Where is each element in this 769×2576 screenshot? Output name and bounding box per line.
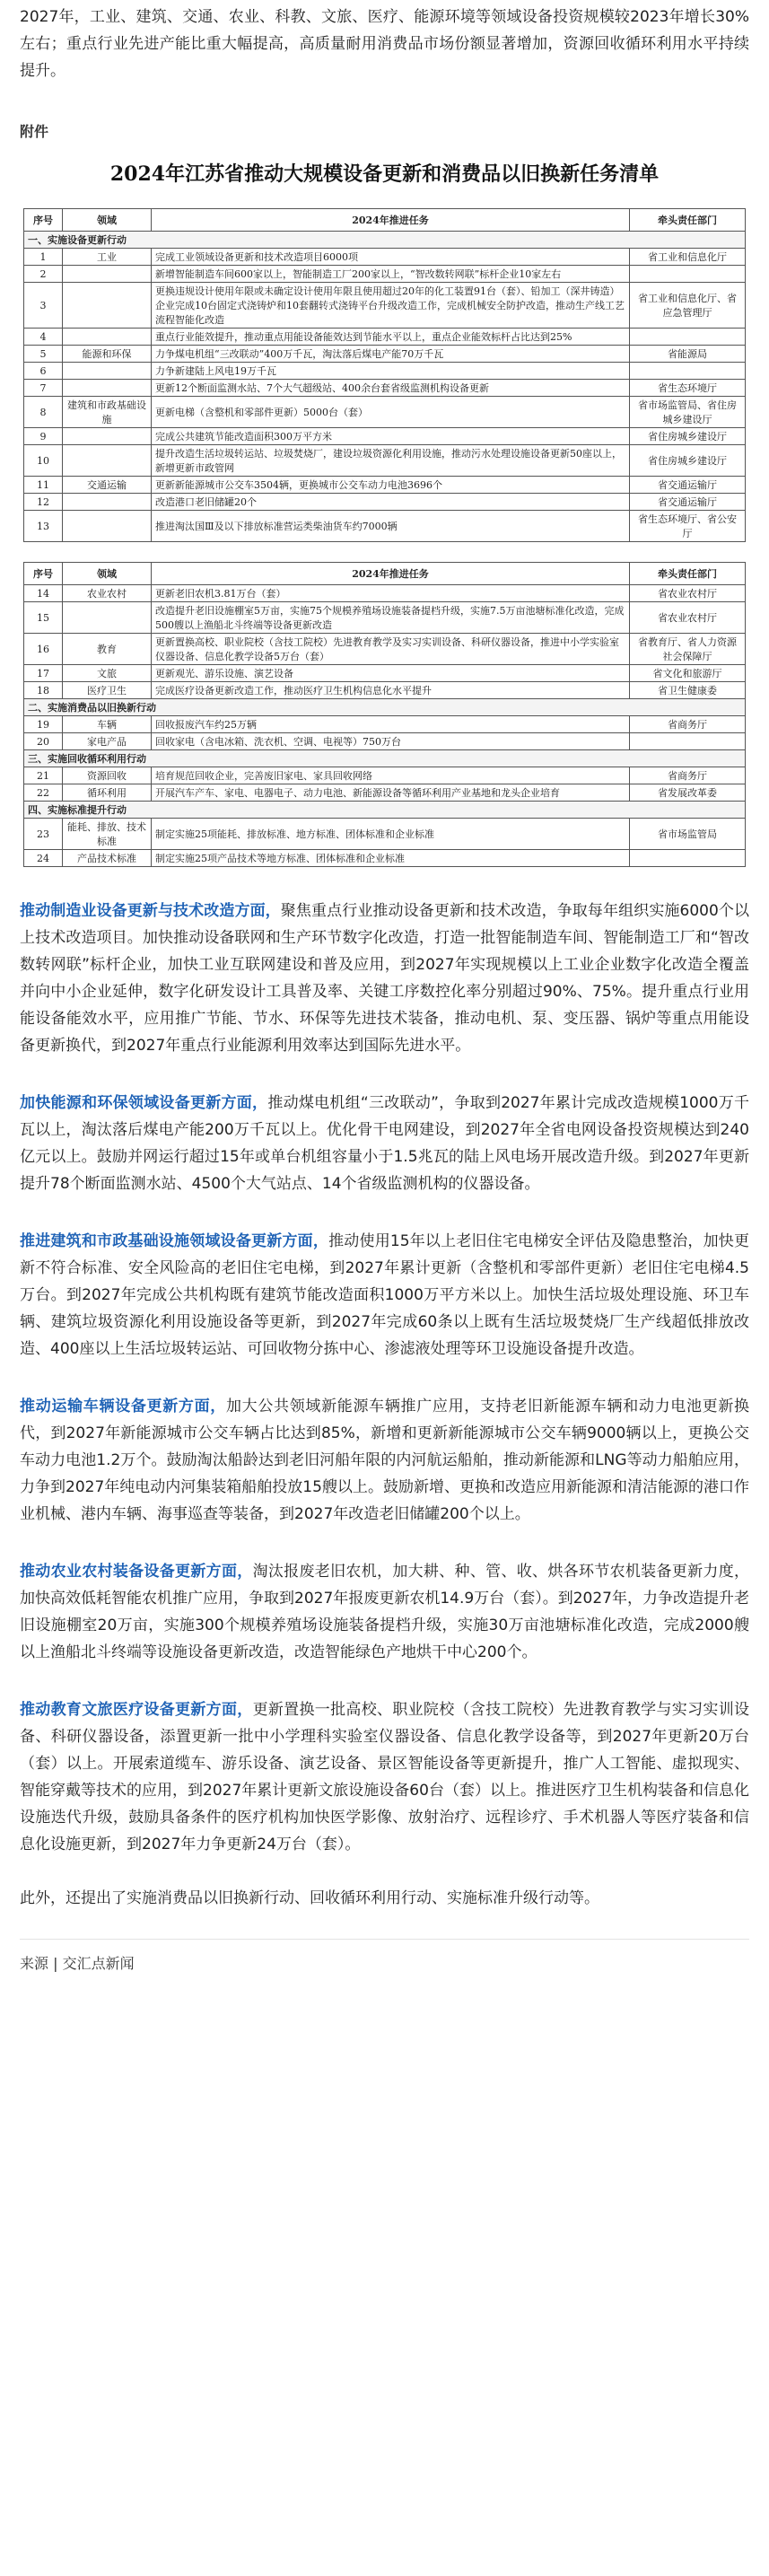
row-field: 教育	[63, 634, 152, 665]
row-task: 更新置换高校、职业院校（含技工院校）先进教育教学及实习实训设备、科研仪器设备，推进中小学实验室仪器设备、信息化教学设备5万台（套）	[152, 634, 630, 665]
row-field	[63, 428, 152, 445]
row-dept	[630, 266, 746, 283]
row-dept: 省生态环境厅	[630, 380, 746, 397]
table-row	[24, 716, 746, 733]
row-number: 4	[24, 329, 63, 346]
table-row	[24, 266, 746, 283]
col-header-field: 领域	[63, 563, 152, 585]
table-header-row	[24, 209, 746, 232]
row-number: 9	[24, 428, 63, 445]
category-row	[24, 750, 746, 767]
row-dept: 省能源局	[630, 346, 746, 363]
row-task: 提升改造生活垃圾转运站、垃圾焚烧厂，建设垃圾资源化利用设施，推动污水处理设施设备更新50座以上，新增更新市政管网	[152, 445, 630, 477]
row-field: 资源回收	[63, 767, 152, 784]
task-table-part-2	[23, 562, 746, 867]
row-field	[63, 380, 152, 397]
row-task: 力争煤电机组“三改联动”400万千瓦，淘汰落后煤电产能70万千瓦	[152, 346, 630, 363]
section-heading: 推动农业农村装备设备更新方面，	[20, 1563, 253, 1581]
table-row	[24, 283, 746, 329]
section-paragraph	[20, 1558, 749, 1666]
row-dept: 省交通运输厅	[630, 477, 746, 494]
row-field	[63, 511, 152, 542]
intro-paragraph: 2027年，工业、建筑、交通、农业、科教、文旅、医疗、能源环境等领域设备投资规模较2023年增长30%左右；重点行业先进产能比重大幅提高，高质量耐用消费品市场份额显著增加，资源回收循环利用水平持续提升。	[20, 8, 749, 80]
category-row	[24, 802, 746, 819]
row-task: 推进淘汰国Ⅲ及以下排放标准营运类柴油货车约7000辆	[152, 511, 630, 542]
table-row	[24, 602, 746, 634]
col-header-task: 2024年推进任务	[152, 209, 630, 232]
category-row	[24, 232, 746, 249]
row-dept: 省商务厅	[630, 716, 746, 733]
row-field: 家电产品	[63, 733, 152, 750]
row-field: 农业农村	[63, 585, 152, 602]
row-number: 19	[24, 716, 63, 733]
row-dept: 省市场监管局、省住房城乡建设厅	[630, 397, 746, 428]
source-credit: 来源 | 交汇点新闻	[20, 1955, 135, 1972]
row-field: 产品技术标准	[63, 850, 152, 867]
row-field	[63, 602, 152, 634]
row-dept: 省住房城乡建设厅	[630, 445, 746, 477]
table-row	[24, 634, 746, 665]
row-number: 13	[24, 511, 63, 542]
row-number: 14	[24, 585, 63, 602]
row-number: 22	[24, 784, 63, 802]
task-table-part-1	[23, 208, 746, 542]
row-number: 17	[24, 665, 63, 682]
section-heading: 推动教育文旅医疗设备更新方面，	[20, 1701, 253, 1719]
row-task: 更新电梯（含整机和零部件更新）5000台（套）	[152, 397, 630, 428]
table-row	[24, 346, 746, 363]
row-number: 1	[24, 249, 63, 266]
row-field: 车辆	[63, 716, 152, 733]
section-body: 淘汰报废老旧农机，加大耕、种、管、收、烘各环节农机装备更新力度，加快高效低耗智能农机推广应用，争取到2027年报废更新农机14.9万台（套）。到2027年，力争改造提升老旧设施棚室20万亩，实施300个规模养殖场设施装备提档升级，实施30万亩池塘标准化改造，完成2000艘以上渔船北斗终端等设施设备更新改造，改造智能绿色产地烘干中心200个。	[20, 1563, 750, 1661]
table-row	[24, 363, 746, 380]
row-field	[63, 283, 152, 329]
row-dept: 省生态环境厅、省公安厅	[630, 511, 746, 542]
table-row	[24, 477, 746, 494]
row-field	[63, 329, 152, 346]
row-dept: 省市场监管局	[630, 819, 746, 850]
row-dept: 省工业和信息化厅	[630, 249, 746, 266]
row-number: 11	[24, 477, 63, 494]
row-number: 3	[24, 283, 63, 329]
row-task: 完成工业领域设备更新和技术改造项目6000项	[152, 249, 630, 266]
row-dept: 省农业农村厅	[630, 602, 746, 634]
row-field: 文旅	[63, 665, 152, 682]
row-field	[63, 445, 152, 477]
row-field: 建筑和市政基础设施	[63, 397, 152, 428]
row-field	[63, 363, 152, 380]
table-row	[24, 784, 746, 802]
closing-paragraph: 此外，还提出了实施消费品以旧换新行动、回收循环利用行动、实施标准升级行动等。	[20, 1889, 599, 1907]
row-field: 能源和环保	[63, 346, 152, 363]
row-task: 力争新建陆上风电19万千瓦	[152, 363, 630, 380]
row-dept: 省交通运输厅	[630, 494, 746, 511]
row-dept: 省农业农村厅	[630, 585, 746, 602]
row-task: 更新老旧农机3.81万台（套）	[152, 585, 630, 602]
row-dept: 省卫生健康委	[630, 682, 746, 699]
attachment-label: 附件	[20, 123, 49, 140]
col-header-number: 序号	[24, 209, 63, 232]
row-field: 能耗、排放、技术标准	[63, 819, 152, 850]
section-paragraph	[20, 1090, 749, 1197]
section-body: 推动煤电机组“三改联动”，争取到2027年累计完成改造规模1000万千瓦以上，淘汰落后煤电产能200万千瓦以上。优化骨干电网建设，到2027年全省电网设备投资规模达到240亿元以上。鼓励并网运行超过15年或单台机组容量小于1.5兆瓦的陆上风电场开展改造升级。到2027年更新提升78个断面监测水站、4500个大气站点、14个省级监测机构的仪器设备。	[20, 1094, 749, 1193]
row-task: 更新新能源城市公交车3504辆，更换城市公交车动力电池3696个	[152, 477, 630, 494]
table-row	[24, 428, 746, 445]
row-task: 制定实施25项能耗、排放标准、地方标准、团体标准和企业标准	[152, 819, 630, 850]
row-number: 15	[24, 602, 63, 634]
row-number: 23	[24, 819, 63, 850]
row-number: 10	[24, 445, 63, 477]
row-dept: 省商务厅	[630, 767, 746, 784]
divider	[20, 1939, 749, 1940]
table-row	[24, 850, 746, 867]
col-header-task: 2024年推进任务	[152, 563, 630, 585]
col-header-dept: 牵头责任部门	[630, 563, 746, 585]
row-task: 改造提升老旧设施棚室5万亩，实施75个规模养殖场设施装备提档升级，实施7.5万亩池塘标准化改造，完成500艘以上渔船北斗终端等设备更新改造	[152, 602, 630, 634]
row-dept: 省教育厅、省人力资源社会保障厅	[630, 634, 746, 665]
row-task: 完成公共建筑节能改造面积300万平方米	[152, 428, 630, 445]
row-task: 回收报废汽车约25万辆	[152, 716, 630, 733]
row-number: 6	[24, 363, 63, 380]
section-heading: 加快能源和环保领域设备更新方面，	[20, 1094, 268, 1112]
row-number: 8	[24, 397, 63, 428]
row-field: 医疗卫生	[63, 682, 152, 699]
row-dept: 省发展改革委	[630, 784, 746, 802]
section-paragraph	[20, 1696, 749, 1858]
row-task: 新增智能制造车间600家以上，智能制造工厂200家以上，“智改数转网联”标杆企业10家左右	[152, 266, 630, 283]
row-task: 改造港口老旧储罐20个	[152, 494, 630, 511]
section-heading: 推进建筑和市政基础设施领域设备更新方面，	[20, 1232, 329, 1250]
section-paragraph	[20, 1228, 749, 1362]
row-field	[63, 266, 152, 283]
section-body: 加大公共领域新能源车辆推广应用，支持老旧新能源车辆和动力电池更新换代，到2027年新能源城市公交车辆占比达到85%，新增和更新新能源城市公交车辆9000辆以上，更换公交车动力电池1.2万个。鼓励淘汰船龄达到老旧河船年限的内河航运船舶，推动新能源和LNG等动力船舶应用，力争到2027年纯电动内河集装箱船舶投放15艘以上。鼓励新增、更换和改造应用新能源和清洁能源的港口作业机械、港内车辆、海事巡查等装备，到2027年改造老旧储罐200个以上。	[20, 1398, 750, 1523]
col-header-field: 领域	[63, 209, 152, 232]
row-number: 24	[24, 850, 63, 867]
row-number: 20	[24, 733, 63, 750]
row-task: 开展汽车产车、家电、电器电子、动力电池、新能源设备等循环利用产业基地和龙头企业培育	[152, 784, 630, 802]
section-heading: 推动运输车辆设备更新方面，	[20, 1398, 226, 1415]
section-paragraph	[20, 898, 749, 1059]
table-row	[24, 445, 746, 477]
row-task: 更换违规设计使用年限或未确定设计使用年限且使用超过20年的化工装置91台（套）、铅加工（深井铸造）企业完成10台固定式浇铸炉和10套翻转式浇铸平台升级改造工作，完成机械安全防护改造，推动生产线工艺流程智能化改造	[152, 283, 630, 329]
col-header-dept: 牵头责任部门	[630, 209, 746, 232]
row-field: 交通运输	[63, 477, 152, 494]
table-row	[24, 682, 746, 699]
row-number: 5	[24, 346, 63, 363]
table-row	[24, 585, 746, 602]
row-dept: 省文化和旅游厅	[630, 665, 746, 682]
section-body: 推动使用15年以上老旧住宅电梯安全评估及隐患整治，加快更新不符合标准、安全风险高的老旧住宅电梯，到2027年累计更新（含整机和零部件更新）老旧住宅电梯4.5万台。到2027年完成公共机构既有建筑节能改造面积1000万平方米以上。加快生活垃圾处理设施、环卫车辆、建筑垃圾资源化利用设施设备等更新，到2027年完成60条以上既有生活垃圾焚烧厂生产线超低排放改造、400座以上生活垃圾转运站、可回收物分拣中心、渗滤液处理等环卫设施设备提升改造。	[20, 1232, 749, 1358]
table-row	[24, 329, 746, 346]
table-row	[24, 380, 746, 397]
row-number: 18	[24, 682, 63, 699]
section-heading: 推动制造业设备更新与技术改造方面，	[20, 902, 281, 920]
table-row	[24, 511, 746, 542]
row-number: 21	[24, 767, 63, 784]
row-number: 7	[24, 380, 63, 397]
table-row	[24, 733, 746, 750]
table-row	[24, 494, 746, 511]
row-number: 2	[24, 266, 63, 283]
row-number: 16	[24, 634, 63, 665]
row-task: 重点行业能效提升，推动重点用能设备能效达到节能水平以上，重点企业能效标杆占比达到25%	[152, 329, 630, 346]
table-header-row	[24, 563, 746, 585]
row-dept	[630, 329, 746, 346]
table-row	[24, 767, 746, 784]
row-field: 工业	[63, 249, 152, 266]
section-body: 更新置换一批高校、职业院校（含技工院校）先进教育教学与实习实训设备、科研仪器设备，添置更新一批中小学理科实验室仪器设备、信息化教学设备等，到2027年更新20万台（套）以上。开展索道缆车、游乐设备、演艺设备、景区智能设备等更新提升，推广人工智能、虚拟现实、智能穿戴等技术的应用，到2027年累计更新文旅设施设备60台（套）以上。推进医疗卫生机构装备和信息化设施迭代升级，鼓励具备条件的医疗机构加快医学影像、放射治疗、远程诊疗、手术机器人等医疗装备和信息化设施更新，到2027年力争更新24万台（套）。	[20, 1701, 750, 1853]
row-dept: 省工业和信息化厅、省应急管理厅	[630, 283, 746, 329]
row-task: 培育规范回收企业，完善废旧家电、家具回收网络	[152, 767, 630, 784]
section-body: 聚焦重点行业推动设备更新和技术改造，争取每年组织实施6000个以上技术改造项目。加快推动设备联网和生产环节数字化改造，打造一批智能制造车间、智能制造工厂和“智改数转网联”标杆企业，加快工业互联网建设和普及应用，到2027年实现规模以上工业企业数字化改造全覆盖并向中小企业延伸，数字化研发设计工具普及率、关键工序数控化率分别超过90%、75%。提升重点行业用能设备能效水平，应用推广节能、节水、环保等先进技术装备，推动电机、泵、变压器、锅炉等重点用能设备更新换代，到2027年重点行业能源利用效率达到国际先进水平。	[20, 902, 750, 1055]
row-dept	[630, 363, 746, 380]
row-field: 循环利用	[63, 784, 152, 802]
category-row	[24, 699, 746, 716]
row-dept	[630, 850, 746, 867]
section-paragraph	[20, 1393, 749, 1528]
category-label: 二、实施消费品以旧换新行动	[24, 699, 746, 716]
row-task: 回收家电（含电冰箱、洗衣机、空调、电视等）750万台	[152, 733, 630, 750]
table-row	[24, 249, 746, 266]
row-task: 更新观光、游乐设施、演艺设备	[152, 665, 630, 682]
category-label: 四、实施标准提升行动	[24, 802, 746, 819]
row-task: 更新12个断面监测水站、7个大气超级站、400余台套省级监测机构设备更新	[152, 380, 630, 397]
row-task: 完成医疗设备更新改造工作，推动医疗卫生机构信息化水平提升	[152, 682, 630, 699]
row-dept: 省住房城乡建设厅	[630, 428, 746, 445]
table-row	[24, 819, 746, 850]
row-task: 制定实施25项产品技术等地方标准、团体标准和企业标准	[152, 850, 630, 867]
table-row	[24, 665, 746, 682]
row-dept	[630, 733, 746, 750]
row-field	[63, 494, 152, 511]
table-row	[24, 397, 746, 428]
category-label: 三、实施回收循环利用行动	[24, 750, 746, 767]
category-label: 一、实施设备更新行动	[24, 232, 746, 249]
document-title: 2024年江苏省推动大规模设备更新和消费品以旧换新任务清单	[109, 162, 660, 186]
col-header-number: 序号	[24, 563, 63, 585]
row-number: 12	[24, 494, 63, 511]
